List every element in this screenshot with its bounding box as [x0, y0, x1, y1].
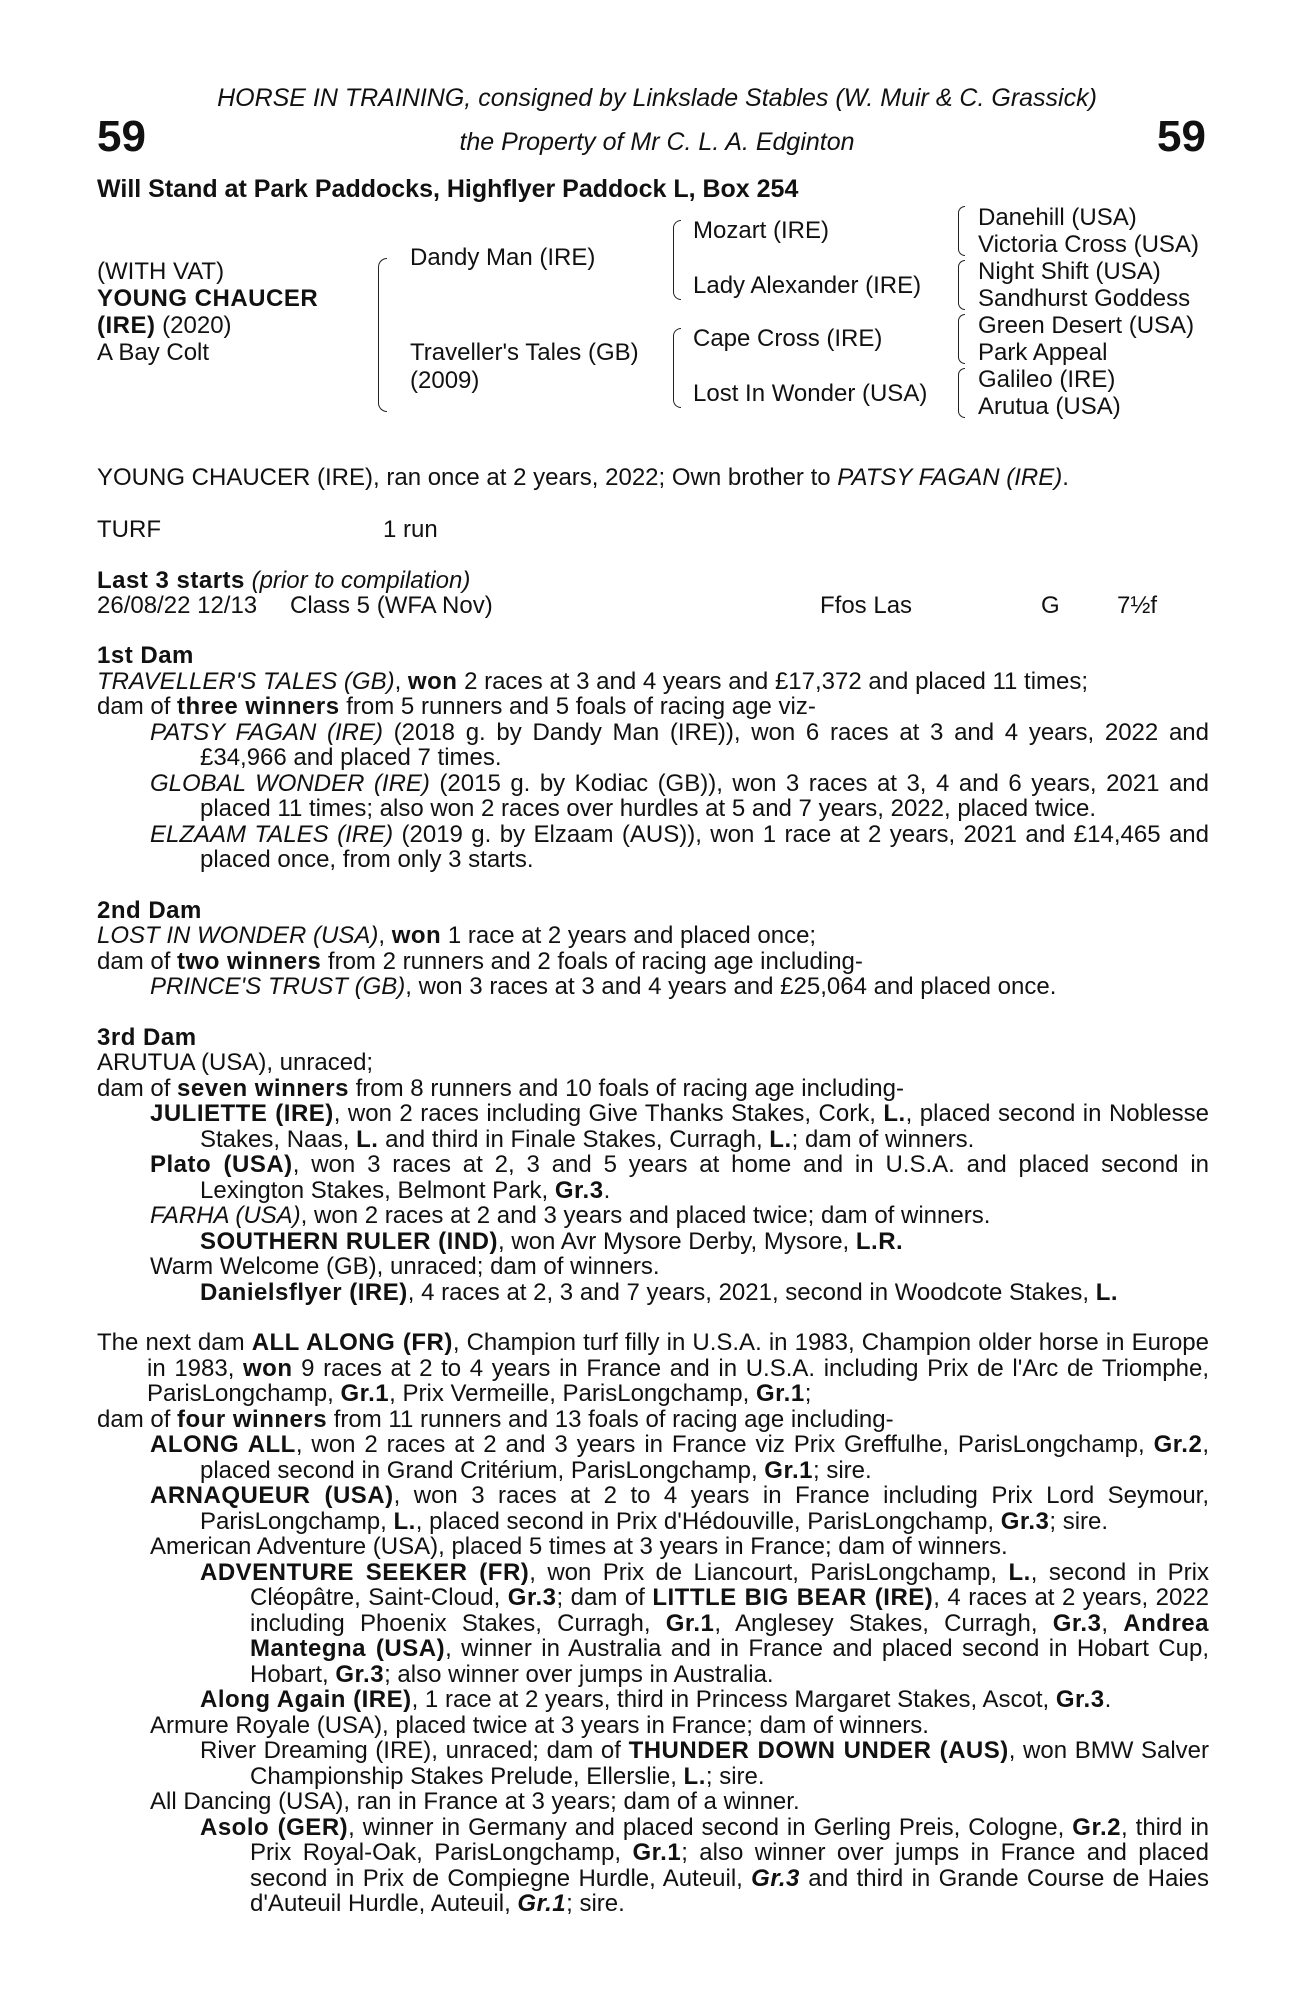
dam-sire: Cape Cross (IRE)	[693, 325, 883, 352]
produce-item: ALONG ALL, won 2 races at 2 and 3 years in France viz Prix Greffulhe, ParisLongchamp, Gr.2, placed second in Grand Critérium, ParisLongchamp, Gr.1; sire.	[150, 1431, 1209, 1484]
first-dam-produce-line: dam of three winners from 5 runners and 5 foals of racing age viz-	[97, 693, 816, 720]
lot-number-right: 59	[1157, 112, 1206, 161]
third-dam-heading: 3rd Dam	[97, 1023, 197, 1051]
second-dam-produce-line: dam of two winners from 2 runners and 2 foals of racing age including-	[97, 947, 863, 975]
produce-item: ARNAQUEUR (USA), won 3 races at 2 to 4 years in France including Prix Lord Seymour, ParisLongchamp, L., placed second in Prix d'Hédouville, ParisLongchamp, Gr.3; sire.	[150, 1482, 1210, 1535]
brother-name: PATSY FAGAN (IRE)	[837, 464, 1063, 491]
produce-item: JULIETTE (IRE), won 2 races including Give Thanks Stakes, Cork, L., placed second in Noblesse Stakes, Naas, L. and third in Finale Stakes, Curragh, L.; dam of winners.	[150, 1100, 1209, 1153]
summary: YOUNG CHAUCER (IRE), ran once at 2 years, 2022; Own brother to PATSY FAGAN (IRE).	[97, 464, 1069, 491]
brace-sd	[958, 260, 965, 310]
horse-block	[97, 258, 318, 366]
surface-label: TURF	[97, 516, 161, 543]
gg-sire-1: Danehill (USA)	[978, 204, 1137, 231]
gg-dam-2: Sandhurst Goddess	[978, 285, 1191, 312]
next-dam-produce-line: dam of four winners from 11 runners and 13 foals of racing age including-	[97, 1405, 894, 1433]
start-going: G	[1041, 592, 1060, 619]
start-row	[0, 592, 1314, 618]
produce-item: ELZAAM TALES (IRE) (2019 g. by Elzaam (AUS)), won 1 race at 2 years, 2021 and £14,465 and placed once, from only 3 starts.	[150, 820, 1210, 873]
gg-dam-4: Arutua (USA)	[978, 393, 1121, 420]
produce-item: PATSY FAGAN (IRE) (2018 g. by Dandy Man (IRE)), won 6 races at 3 and 4 years, 2022 and £34,966 and placed 7 times.	[150, 718, 1209, 771]
second-dam-heading: 2nd Dam	[97, 896, 202, 924]
brace-ds	[958, 314, 965, 364]
produce-item: River Dreaming (IRE), unraced; dam of THUNDER DOWN UNDER (AUS), won BMW Salver Championship Stakes Prelude, Ellerslie, L.; sire.	[200, 1737, 1209, 1790]
produce-item: GLOBAL WONDER (IRE) (2015 g. by Kodiac (GB)), won 3 races at 3, 4 and 6 years, 2021 and placed 11 times; also won 2 races over hurdles at 5 and 7 years, 2022, placed twice.	[150, 769, 1210, 822]
pedigree-brace-sire	[673, 220, 681, 300]
pedigree-brace-dam	[673, 328, 681, 408]
start-race: Class 5 (WFA Nov)	[290, 592, 493, 619]
produce-item: Plato (USA), won 3 races at 2, 3 and 5 years at home and in U.S.A. and placed second in Lexington Stakes, Belmont Park, Gr.3.	[150, 1151, 1210, 1204]
produce-item: Armure Royale (USA), placed twice at 3 years in France; dam of winners.	[150, 1711, 929, 1739]
gg-dam-1: Victoria Cross (USA)	[978, 231, 1199, 258]
sire-sire: Mozart (IRE)	[693, 217, 830, 244]
produce-item: All Dancing (USA), ran in France at 3 years; dam of a winner.	[150, 1788, 800, 1815]
vat-label: (WITH VAT)	[97, 258, 225, 285]
property-line: the Property of Mr C. L. A. Edginton	[459, 128, 855, 156]
third-dam-produce-line: dam of seven winners from 8 runners and 10 foals of racing age including-	[97, 1074, 904, 1102]
produce-item: ADVENTURE SEEKER (FR), won Prix de Liancourt, ParisLongchamp, L., second in Prix Cléopâtre, Saint-Cloud, Gr.3; dam of LITTLE BIG BEAR (IRE), 4 races at 2 years, 2022 including Phoenix Stakes, Curragh, Gr.1, Anglesey Stakes, Curragh, Gr.3, Andrea Mantegna (USA), winner in Australia and in France and placed second in Hobart Cup, Hobart, Gr.3; also winner over jumps in Australia.	[200, 1558, 1210, 1688]
last-starts-heading: Last 3 starts (prior to compilation)	[97, 567, 471, 594]
gg-sire-3: Green Desert (USA)	[978, 312, 1195, 339]
brace-dd	[958, 368, 965, 418]
catalogue-body	[97, 643, 1209, 1917]
runs-count: 1 run	[383, 516, 438, 543]
sire: Dandy Man (IRE)	[410, 244, 596, 271]
sire-dam: Lady Alexander (IRE)	[693, 272, 922, 299]
gg-dam-3: Park Appeal	[978, 339, 1108, 366]
horse-description: A Bay Colt	[97, 339, 210, 366]
produce-item: Asolo (GER), winner in Germany and placed second in Gerling Preis, Cologne, Gr.2, third in Prix Royal-Oak, ParisLongchamp, Gr.1; also winner over jumps in France and placed second in Prix de Compiegne Hurdle, Auteuil, Gr.3 and third in Grande Course de Haies d'Auteuil Hurdle, Auteuil, Gr.1; sire.	[200, 1813, 1209, 1917]
horse-name: YOUNG CHAUCER	[97, 285, 319, 312]
lot-number-left: 59	[97, 112, 146, 161]
gg-sire-2: Night Shift (USA)	[978, 258, 1161, 285]
third-dam-line: ARUTUA (USA), unraced;	[97, 1049, 374, 1076]
produce-item: Danielsflyer (IRE), 4 races at 2, 3 and 7 years, 2021, second in Woodcote Stakes, L.	[200, 1278, 1119, 1306]
dam-dam: Lost In Wonder (USA)	[693, 380, 928, 407]
produce-item: American Adventure (USA), placed 5 times at 3 years in France; dam of winners.	[150, 1533, 1008, 1560]
second-dam-line: LOST IN WONDER (USA), won 1 race at 2 years and placed once;	[97, 922, 817, 949]
first-dam-heading: 1st Dam	[97, 642, 194, 669]
stand-location: Will Stand at Park Paddocks, Highflyer Paddock L, Box 254	[97, 175, 799, 203]
produce-item: FARHA (USA), won 2 races at 2 and 3 years and placed twice; dam of winners.	[150, 1202, 991, 1229]
produce-item: PRINCE'S TRUST (GB), won 3 races at 3 and 4 years and £25,064 and placed once.	[150, 973, 1057, 1000]
consignor-line: HORSE IN TRAINING, consigned by Linkslade Stables (W. Muir & C. Grassick)	[217, 84, 1097, 112]
produce-item: Along Again (IRE), 1 race at 2 years, third in Princess Margaret Stakes, Ascot, Gr.3.	[200, 1686, 1112, 1713]
next-dam-line: The next dam ALL ALONG (FR), Champion turf filly in U.S.A. in 1983, Champion older horse in Europe in 1983, won 9 races at 2 to 4 years in France and in U.S.A. including Prix de l'Arc de Triomphe, ParisLongchamp, Gr.1, Prix Vermeille, ParisLongchamp, Gr.1;	[97, 1329, 1209, 1407]
start-date: 26/08/22 12/13	[97, 592, 258, 619]
brace-ss	[958, 206, 965, 256]
pedigree-brace-main	[378, 258, 387, 412]
produce-item: Warm Welcome (GB), unraced; dam of winners.	[150, 1253, 660, 1280]
horse-year: (2020)	[155, 312, 232, 339]
dam: Traveller's Tales (GB)	[410, 339, 639, 366]
start-distance: 7½f	[1117, 592, 1158, 619]
dam-year: (2009)	[410, 367, 480, 394]
start-course: Ffos Las	[820, 592, 913, 619]
gg-sire-4: Galileo (IRE)	[978, 366, 1116, 393]
produce-item: SOUTHERN RULER (IND), won Avr Mysore Derby, Mysore, L.R.	[200, 1227, 904, 1255]
first-dam-line: TRAVELLER'S TALES (GB), won 2 races at 3 and 4 years and £17,372 and placed 11 times;	[97, 667, 1089, 695]
horse-suffix: (IRE)	[97, 312, 156, 339]
